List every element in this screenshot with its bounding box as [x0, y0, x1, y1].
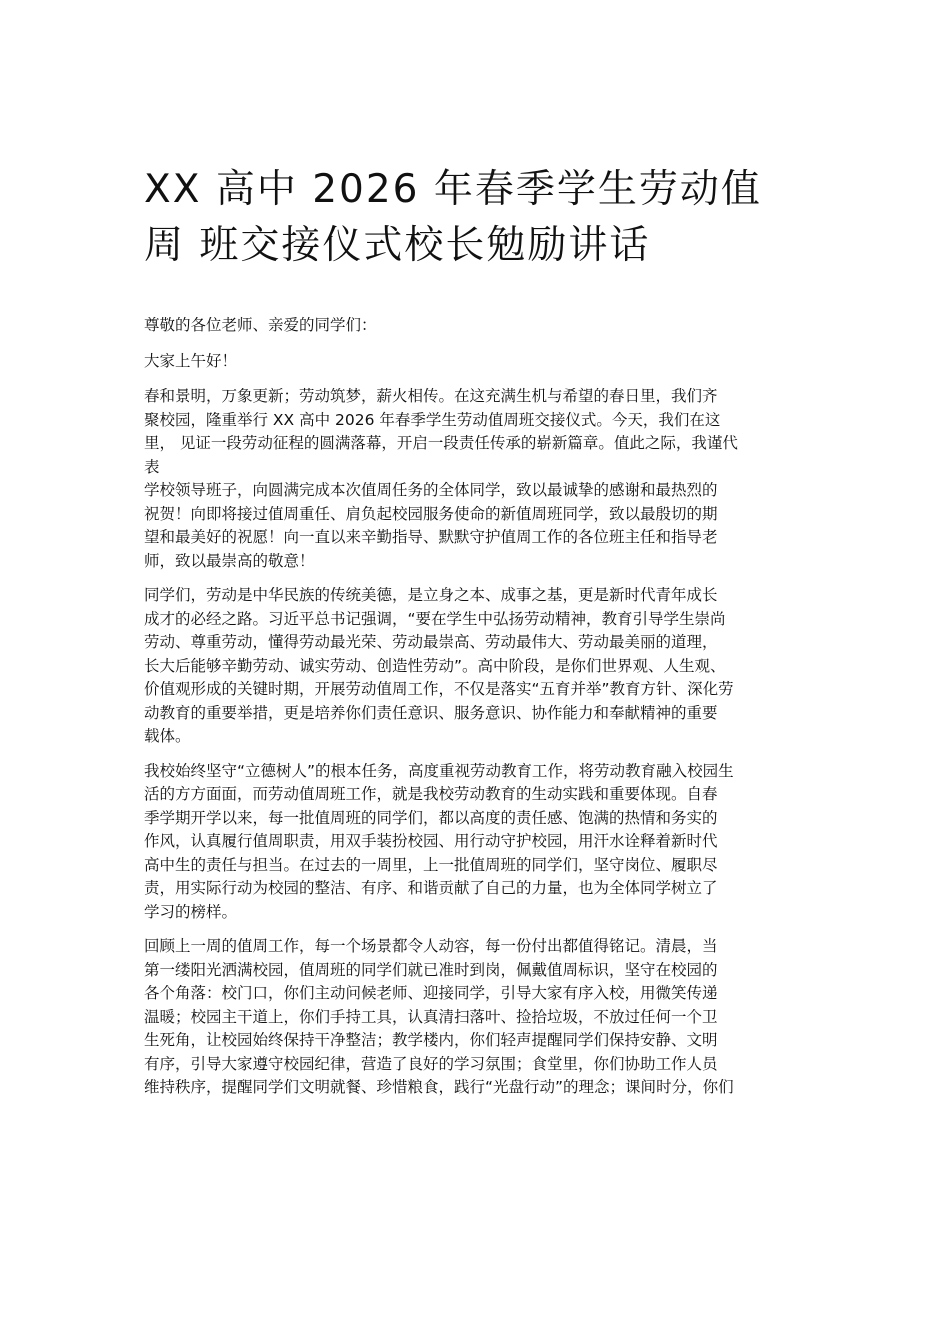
paragraph-line: 活的方方面面，而劳动值周班工作，就是我校劳动教育的生动实践和重要体现。自春 — [144, 785, 718, 803]
document-title — [144, 162, 824, 274]
paragraph-line: 表 — [144, 457, 160, 476]
paragraph-line: 温暖；校园主干道上，你们手持工具，认真清扫落叶、捡拾垃圾，不放过任何一个卫 — [144, 1007, 718, 1026]
paragraph-list — [144, 385, 824, 1100]
paragraph-line: 第一缕阳光洒满校园，值周班的同学们就已准时到岗，佩戴值周标识，坚守在校园的 — [144, 960, 718, 979]
paragraph-line: 作风，认真履行值周职责，用双手装扮校园、用行动守护校园，用汗水诠释着新时代 — [144, 832, 718, 850]
paragraph-line: 我校始终坚守“立德树人”的根本任务，高度重视劳动教育工作，将劳动教育融入校园生 — [144, 761, 734, 780]
paragraph-line: 高中生的责任与担当。在过去的一周里，上一批值周班的同学们，坚守岗位、履职尽 — [144, 855, 718, 874]
paragraph — [144, 935, 824, 1100]
paragraph-line: 维持秩序，提醒同学们文明就餐、珍惜粮食，践行“光盘行动”的理念；课间时分，你们 — [144, 1078, 734, 1096]
paragraph — [144, 385, 824, 479]
paragraph-line: 价值观形成的关键时期，开展劳动值周工作，不仅是落实“五育并举”教育方针、深化劳 — [144, 680, 734, 698]
paragraph-line: 师，致以最崇高的敬意！ — [144, 551, 315, 570]
paragraph-line: 成才的必经之路。习近平总书记强调，“要在学生中弘扬劳动精神，教育引导学生崇尚 — [144, 609, 726, 628]
paragraph — [144, 584, 824, 749]
paragraph-line: 有序，引导大家遵守校园纪律，营造了良好的学习氛围；食堂里，你们协助工作人员 — [144, 1054, 718, 1073]
paragraph-line: 责，用实际行动为校园的整洁、有序、和谐贡献了自己的力量，也为全体同学树立了 — [144, 879, 718, 897]
paragraph — [144, 760, 824, 925]
paragraph-line: 各个角落：校门口，你们主动问候老师、迎接同学，引导大家有序入校，用微笑传递 — [144, 984, 718, 1002]
paragraph-line: 长大后能够辛勤劳动、诚实劳动、创造性劳动”。高中阶段，是你们世界观、人生观、 — [144, 656, 726, 675]
paragraph-line: 里， 见证一段劳动征程的圆满落幕，开启一段责任传承的崭新篇章。值此之际，我谨代 — [144, 434, 738, 452]
paragraph-line: 回顾上一周的值周工作，每一个场景都令人动容，每一份付出都值得铭记。清晨，当 — [144, 937, 718, 955]
paragraph-line: 同学们，劳动是中华民族的传统美德，是立身之本、成事之基，更是新时代青年成长 — [144, 586, 718, 604]
paragraph-line: 望和最美好的祝愿！向一直以来辛勤指导、默默守护值周工作的各位班主任和指导老 — [144, 528, 718, 546]
paragraph-line: 季学期开学以来，每一批值周班的同学们，都以高度的责任感、饱满的热情和务实的 — [144, 808, 718, 827]
paragraph — [144, 479, 824, 573]
title-line: 周 班交接仪式校长勉励讲话 — [144, 223, 651, 268]
document-body — [144, 314, 824, 1111]
salutation: 尊敬的各位老师、亲爱的同学们： — [144, 316, 377, 334]
paragraph-line: 祝贺！向即将接过值周重任、肩负起校园服务使命的新值周班同学，致以最殷切的期 — [144, 504, 718, 523]
paragraph-line: 学习的榜样。 — [144, 902, 238, 921]
paragraph-line: 聚校园，隆重举行 XX 高中 2026 年春季学生劳动值周班交接仪式。今天，我们在这 — [144, 410, 721, 429]
paragraph-line: 劳动、尊重劳动，懂得劳动最光荣、劳动最崇高、劳动最伟大、劳动最美丽的道理， — [144, 633, 718, 651]
paragraph-line: 春和景明，万象更新；劳动筑梦，薪火相传。在这充满生机与希望的春日里，我们齐 — [144, 387, 718, 405]
paragraph-line: 生死角，让校园始终保持干净整洁；教学楼内，你们轻声提醒同学们保持安静、文明 — [144, 1031, 718, 1049]
paragraph-line: 学校领导班子，向圆满完成本次值周任务的全体同学，致以最诚挚的感谢和最热烈的 — [144, 481, 718, 499]
greeting: 大家上午好！ — [144, 351, 238, 370]
paragraph-line: 载体。 — [144, 727, 191, 745]
paragraph-line: 动教育的重要举措，更是培养你们责任意识、服务意识、协作能力和奉献精神的重要 — [144, 703, 718, 722]
title-line: XX 高中 2026 年春季学生劳动值 — [144, 167, 762, 212]
